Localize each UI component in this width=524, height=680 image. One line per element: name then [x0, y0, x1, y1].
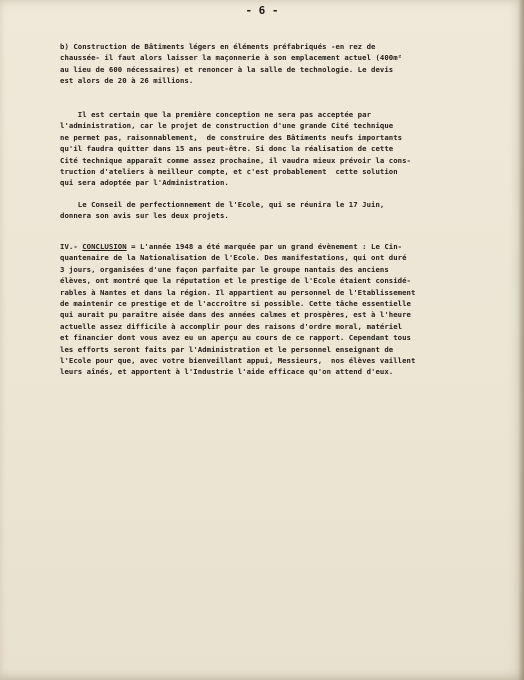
paragraph-administration-opinion	[60, 109, 411, 189]
text-line: l'Ecole pour que, avec votre bienveillant appui, Messieurs, nos élèves vaillent	[60, 356, 416, 366]
paragraph-conclusion	[60, 241, 415, 378]
text-line: rables à Nantes et dans la région. Il appartient au personnel de l'Etablissement	[60, 287, 416, 297]
text-line: est alors de 20 à 26 millions.	[60, 76, 194, 86]
text-line: l'administration, car le projet de construction d'une grande Cité technique	[60, 121, 394, 131]
text-line: Cité technique apparaît comme assez prochaine, il vaudra mieux prévoir la cons-	[60, 155, 412, 165]
text-line: ne permet pas, raisonnablement, de construire des Bâtiments neufs importants	[60, 132, 403, 142]
text-line: chaussée- il faut alors laisser la maçonnerie à son emplacement actuel (400m²	[60, 53, 403, 63]
paragraph-construction-option-b	[60, 41, 402, 87]
conclusion-heading-line	[60, 241, 415, 252]
text-line: au lieu de 600 nécessaires) et renoncer à la salle de technologie. Le devis	[60, 64, 394, 74]
page-number: - 6 -	[245, 4, 279, 17]
text-line: leurs aînés, et apportent à l'Industrie l'aide efficace qu'on attend d'eux.	[60, 367, 394, 377]
text-line: 3 jours, organisées d'une façon parfaite par le groupe nantais des anciens	[60, 264, 389, 274]
text-line: truction d'ateliers à meilleur compte, et c'est probablement cette solution	[60, 167, 398, 177]
text-line: élèves, ont montré que la réputation et le prestige de l'Ecole étaient considé-	[60, 276, 412, 286]
text-line: les efforts seront faits par l'Administration et le personnel enseignant de	[60, 344, 394, 354]
page-edge-shadow	[518, 0, 524, 680]
text-line: Le Conseil de perfectionnement de l'Ecole, qui se réunira le 17 Juin,	[60, 200, 385, 209]
text-line: donnera son avis sur les deux projets.	[60, 211, 229, 221]
section-number: IV.-	[60, 242, 83, 251]
text-line: qui aurait pu paraître aisée dans des années calmes et prospères, est à l'heure	[60, 310, 412, 320]
heading-line-rest: = L'année 1948 a été marquée par un grand évènement : Le Cin-	[126, 242, 403, 251]
text-line: quantenaire de la Nationalisation de l'Ecole. Des manifestations, qui ont duré	[60, 253, 407, 263]
text-line: qui sera adoptée par l'Administration.	[60, 178, 229, 188]
conclusion-heading: CONCLUSION	[82, 242, 127, 251]
text-line: de maintenir ce prestige et de l'accroître si possible. Cette tâche essentielle	[60, 299, 412, 309]
text-line: et financier dont vous avez eu un aperçu au cours de ce rapport. Cependant tous	[60, 333, 412, 343]
text-line: Il est certain que la première conception ne sera pas acceptée par	[60, 110, 372, 119]
text-line: b) Construction de Bâtiments légers en éléments préfabriqués -en rez de	[60, 42, 376, 51]
paragraph-conseil-perfectionnement	[60, 199, 384, 222]
text-line: actuelle assez difficile à accomplir pour des raisons d'ordre moral, matériel	[60, 321, 403, 331]
text-line: qu'il faudra quitter dans 15 ans peut-être. Si donc la réalisation de cette	[60, 144, 394, 154]
